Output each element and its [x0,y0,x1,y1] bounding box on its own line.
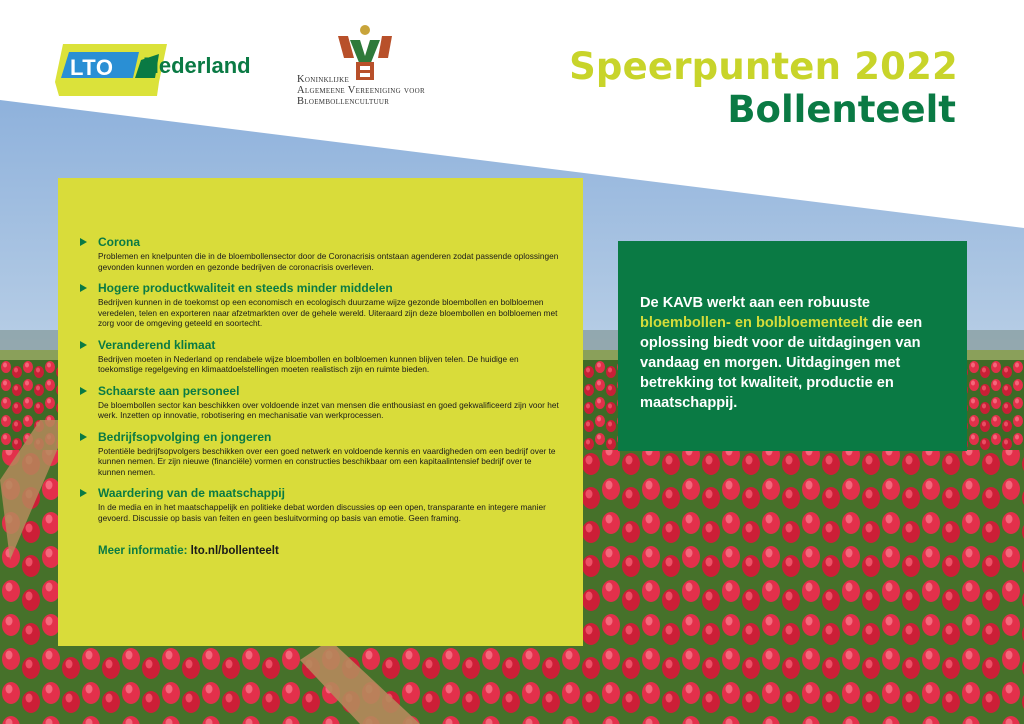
speerpunt-body: Problemen en knelpunten die in de bloembollensector door de Coronacrisis ontstaan agenderen zodat passende oplossingen gevonden kunnen worden en gezonde bedrijven de coronacrisis overleven. [98,251,559,272]
statement-highlight: bloembollen- en bolbloementeelt [640,315,868,331]
speerpunten-panel [58,178,583,646]
triangle-bullet-icon [80,387,87,395]
kavb-logo-mark [330,22,400,82]
triangle-bullet-icon [80,341,87,349]
more-info [80,545,559,557]
speerpunt-body: Potentiële bedrijfsopvolgers beschikken over een goed netwerk en voldoende kennis en vaardigheden om een bedrijf over te kunnen nemen. Er zijn nieuwe (financiële) vormen en constructies beschikbaar om een kapitaalintensief bedrijf over te kunnen nemen. [98,445,556,477]
speerpunt-item [80,339,559,375]
speerpunt-item [80,236,559,272]
speerpunt-item [80,385,559,421]
kavb-line-3: Bloembollencultuur [297,96,390,107]
speerpunt-title: Schaarste aan personeel [98,383,240,398]
lto-logo-text: LTO [70,55,114,80]
statement-text [640,293,949,413]
kavb-line-2: Algemeene Vereeniging voor [297,85,425,96]
speerpunt-body: In de media en in het maatschappelijk en politieke debat worden discussies op een open, transparante en integere manier gevoerd. Discussie op basis van feiten en geen besluitvorming op basis van emotie. Geen framing. [98,502,546,523]
kavb-logo-text [297,74,457,107]
statement-part-2: die een oplossing biedt voor de uitdagingen van vandaag en morgen. Uitdagingen met betrekking tot kwaliteit, productie en maatschappij. [640,315,923,411]
triangle-bullet-icon [80,433,87,441]
speerpunt-body: Bedrijven moeten in Nederland op rendabele wijze bloembollen en bolbloemen kunnen blijven telen. De huidige en toekomstige regelgeving en klimaatdoelstellingen moeten realistisch zijn en ruimte bieden. [98,353,519,374]
statement-part-1: De KAVB werkt aan een robuuste [640,295,871,311]
kavb-line-1: Koninklijke [297,74,350,85]
speerpunt-title: Veranderend klimaat [98,337,216,352]
speerpunt-title: Bedrijfsopvolging en jongeren [98,429,272,444]
more-info-label: Meer informatie: [98,545,188,557]
speerpunt-title: Waardering van de maatschappij [98,486,285,500]
speerpunt-title: Hogere productkwaliteit en steeds minder middelen [98,281,393,295]
triangle-bullet-icon [80,284,87,292]
more-info-link[interactable]: lto.nl/bollenteelt [190,545,279,557]
title-line-1: Speerpunten 2022 [569,45,958,88]
speerpunt-item [80,487,559,523]
speerpunt-body: Bedrijven kunnen in de toekomst op een economisch en ecologisch duurzame wijze gezonde bloembollen en bolbloemen veredelen, telen en exporteren naar afzetmarkten over de gehele wereld. Uiteraard zijn deze bloembollen en bolbloemen met zorg voor de omgeving geteeld en soortecht. [98,297,558,328]
speerpunt-item [80,431,559,478]
triangle-bullet-icon [80,489,87,497]
speerpunt-title: Corona [98,235,140,249]
speerpunt-item [80,282,559,329]
title-line-2: Bollenteelt [727,88,956,131]
triangle-bullet-icon [80,238,87,246]
lto-logo-name: Nederland [143,53,251,78]
statement-panel [618,241,967,451]
speerpunt-body: De bloembollen sector kan beschikken over voldoende inzet van mensen die enthousiast en goed gekwalificeerd zijn voor het werk. Inzetten op innovatie, robotisering en mechanisatie van werkprocessen. [98,399,559,420]
